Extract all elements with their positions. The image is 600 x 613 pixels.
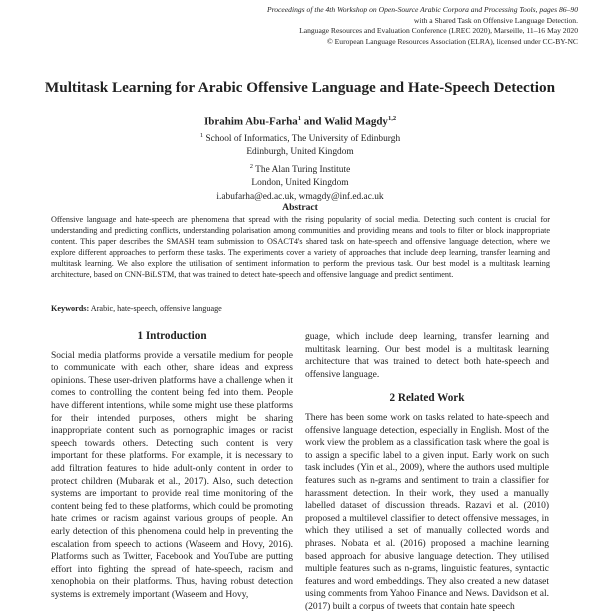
section-related-work-heading: 2 Related Work bbox=[389, 392, 465, 405]
author-connector: and bbox=[301, 115, 325, 128]
keywords-text: Arabic, hate-speech, offensive language bbox=[89, 304, 222, 313]
abstract-text: Offensive language and hate-speech are phenomena that spread with the rising popularity of social media. Detecting such content is crucial for understanding and predicting conflicts, understanding polarisation among communities and providing means and tools to filter or block inappropriate content. This paper describes the SMASH team submission to OSACT4's shared task on hate-speech and offensive language detection, where we explore different approaches to perform these tasks. The experiments cover a variety of approaches that include deep learning, transfer learning and multitask learning. We also explore the utilisation of sentiment information to perform the previous task. Our best model is a multitask learning architecture, based on CNN-BiLSTM, that was trained to detect hate-speech and offensive language and predict sentiment. bbox=[51, 215, 550, 280]
author-block bbox=[0, 112, 600, 204]
abstract-heading: Abstract bbox=[282, 202, 318, 213]
introduction-paragraph: Social media platforms provide a versatile medium for people to communicate with each other, share ideas and express opinions. These user-driven platforms have a challenge when it comes to controlling the content being fed into them. People have different intentions, while some might use these platforms for their intended purposes, others might be sharing inappropriate content such as pornographic images or racist speech towards others. Detecting such content is very important for these platforms. For example, it is necessary to add filtration features to hide adult-only content in order to protect children (Mubarak et al., 2017). Also, such detection systems are important to provide real time monitoring of the content being fed to these platforms, which could be promoting hate crimes or racism against various groups of people. An early detection of this phenomena could help in preventing the escalation from speech to actions (Waseem and Hovy, 2016). Platforms such as Twitter, Facebook and YouTube are putting effort into fighting the spread of hate-speech, racism and xenophobia on their platforms. Thus, having robust detection systems is extremely important (Waseem and Hovy, bbox=[51, 350, 293, 600]
affiliation-2: $^2$ The Alan Turing Institute bbox=[249, 162, 351, 175]
introduction-continuation: guage, which include deep learning, transfer learning and multitask learning. Our best model is a multitask learning architecture that was trained to detect both hate-speech and offensive language. bbox=[305, 332, 549, 380]
header-line-4: © European Language Resources Association (ELRA), licensed under CC-BY-NC bbox=[326, 36, 578, 46]
author-1-affil: 1 bbox=[297, 115, 302, 122]
header-line-3: Language Resources and Evaluation Conference (LREC 2020), Marseille, 11–16 May 2020 bbox=[299, 26, 578, 36]
affiliation-1: $^1$ School of Informatics, The University of Edinburgh bbox=[199, 131, 401, 144]
right-column bbox=[305, 331, 549, 613]
proceedings-header bbox=[198, 5, 578, 47]
author-emails: i.abufarha@ed.ac.uk, wmagdy@inf.ed.ac.uk bbox=[216, 191, 384, 202]
author-2-affil: 1,2 bbox=[387, 115, 397, 122]
author-1: Ibrahim Abu-Farha bbox=[203, 115, 298, 128]
related-work-paragraph: There has been some work on tasks related to hate-speech and offensive language detection, especially in English. Most of the work view the problem as a classification task where the goal is to assign a specific label to a given input. Early work on such task includes (Yin et al., 2009), where the authors used multiple features such as n-grams and sentiment to train a classifier for harassment detection. In their work, they used a manually labelled dataset of discussion threads. Razavi et al. (2010) proposed a multilevel classifier to detect offensive messages, in which they utilised a set of manually collected words and phrases. Nobata et al. (2016) proposed a machine learning based approach for abusive language detection. They utilised multiple features such as n-grams, linguistic features, syntactic features and word embeddings. They also created a new dataset using comments from Yahoo Finance and News. Davidson et al. (2017) built a corpus of tweets that contain hate speech bbox=[305, 412, 549, 612]
left-column bbox=[51, 330, 293, 601]
author-names bbox=[0, 112, 600, 129]
section-introduction-heading: 1 Introduction bbox=[137, 330, 207, 342]
affiliation-1-city: Edinburgh, United Kingdom bbox=[246, 147, 354, 158]
keywords-label: Keywords: bbox=[51, 304, 90, 313]
affiliation-2-city: London, United Kingdom bbox=[251, 178, 349, 189]
paper-title: Multitask Learning for Arabic Offensive Language and Hate-Speech Detection bbox=[44, 79, 556, 96]
header-line-2: with a Shared Task on Offensive Language Detection. bbox=[413, 15, 578, 25]
author-2: Walid Magdy bbox=[324, 115, 388, 128]
header-line-1: Proceedings of the 4th Workshop on Open-Source Arabic Corpora and Processing Tools, pages 86–90 bbox=[266, 5, 578, 14]
keywords bbox=[51, 304, 550, 313]
